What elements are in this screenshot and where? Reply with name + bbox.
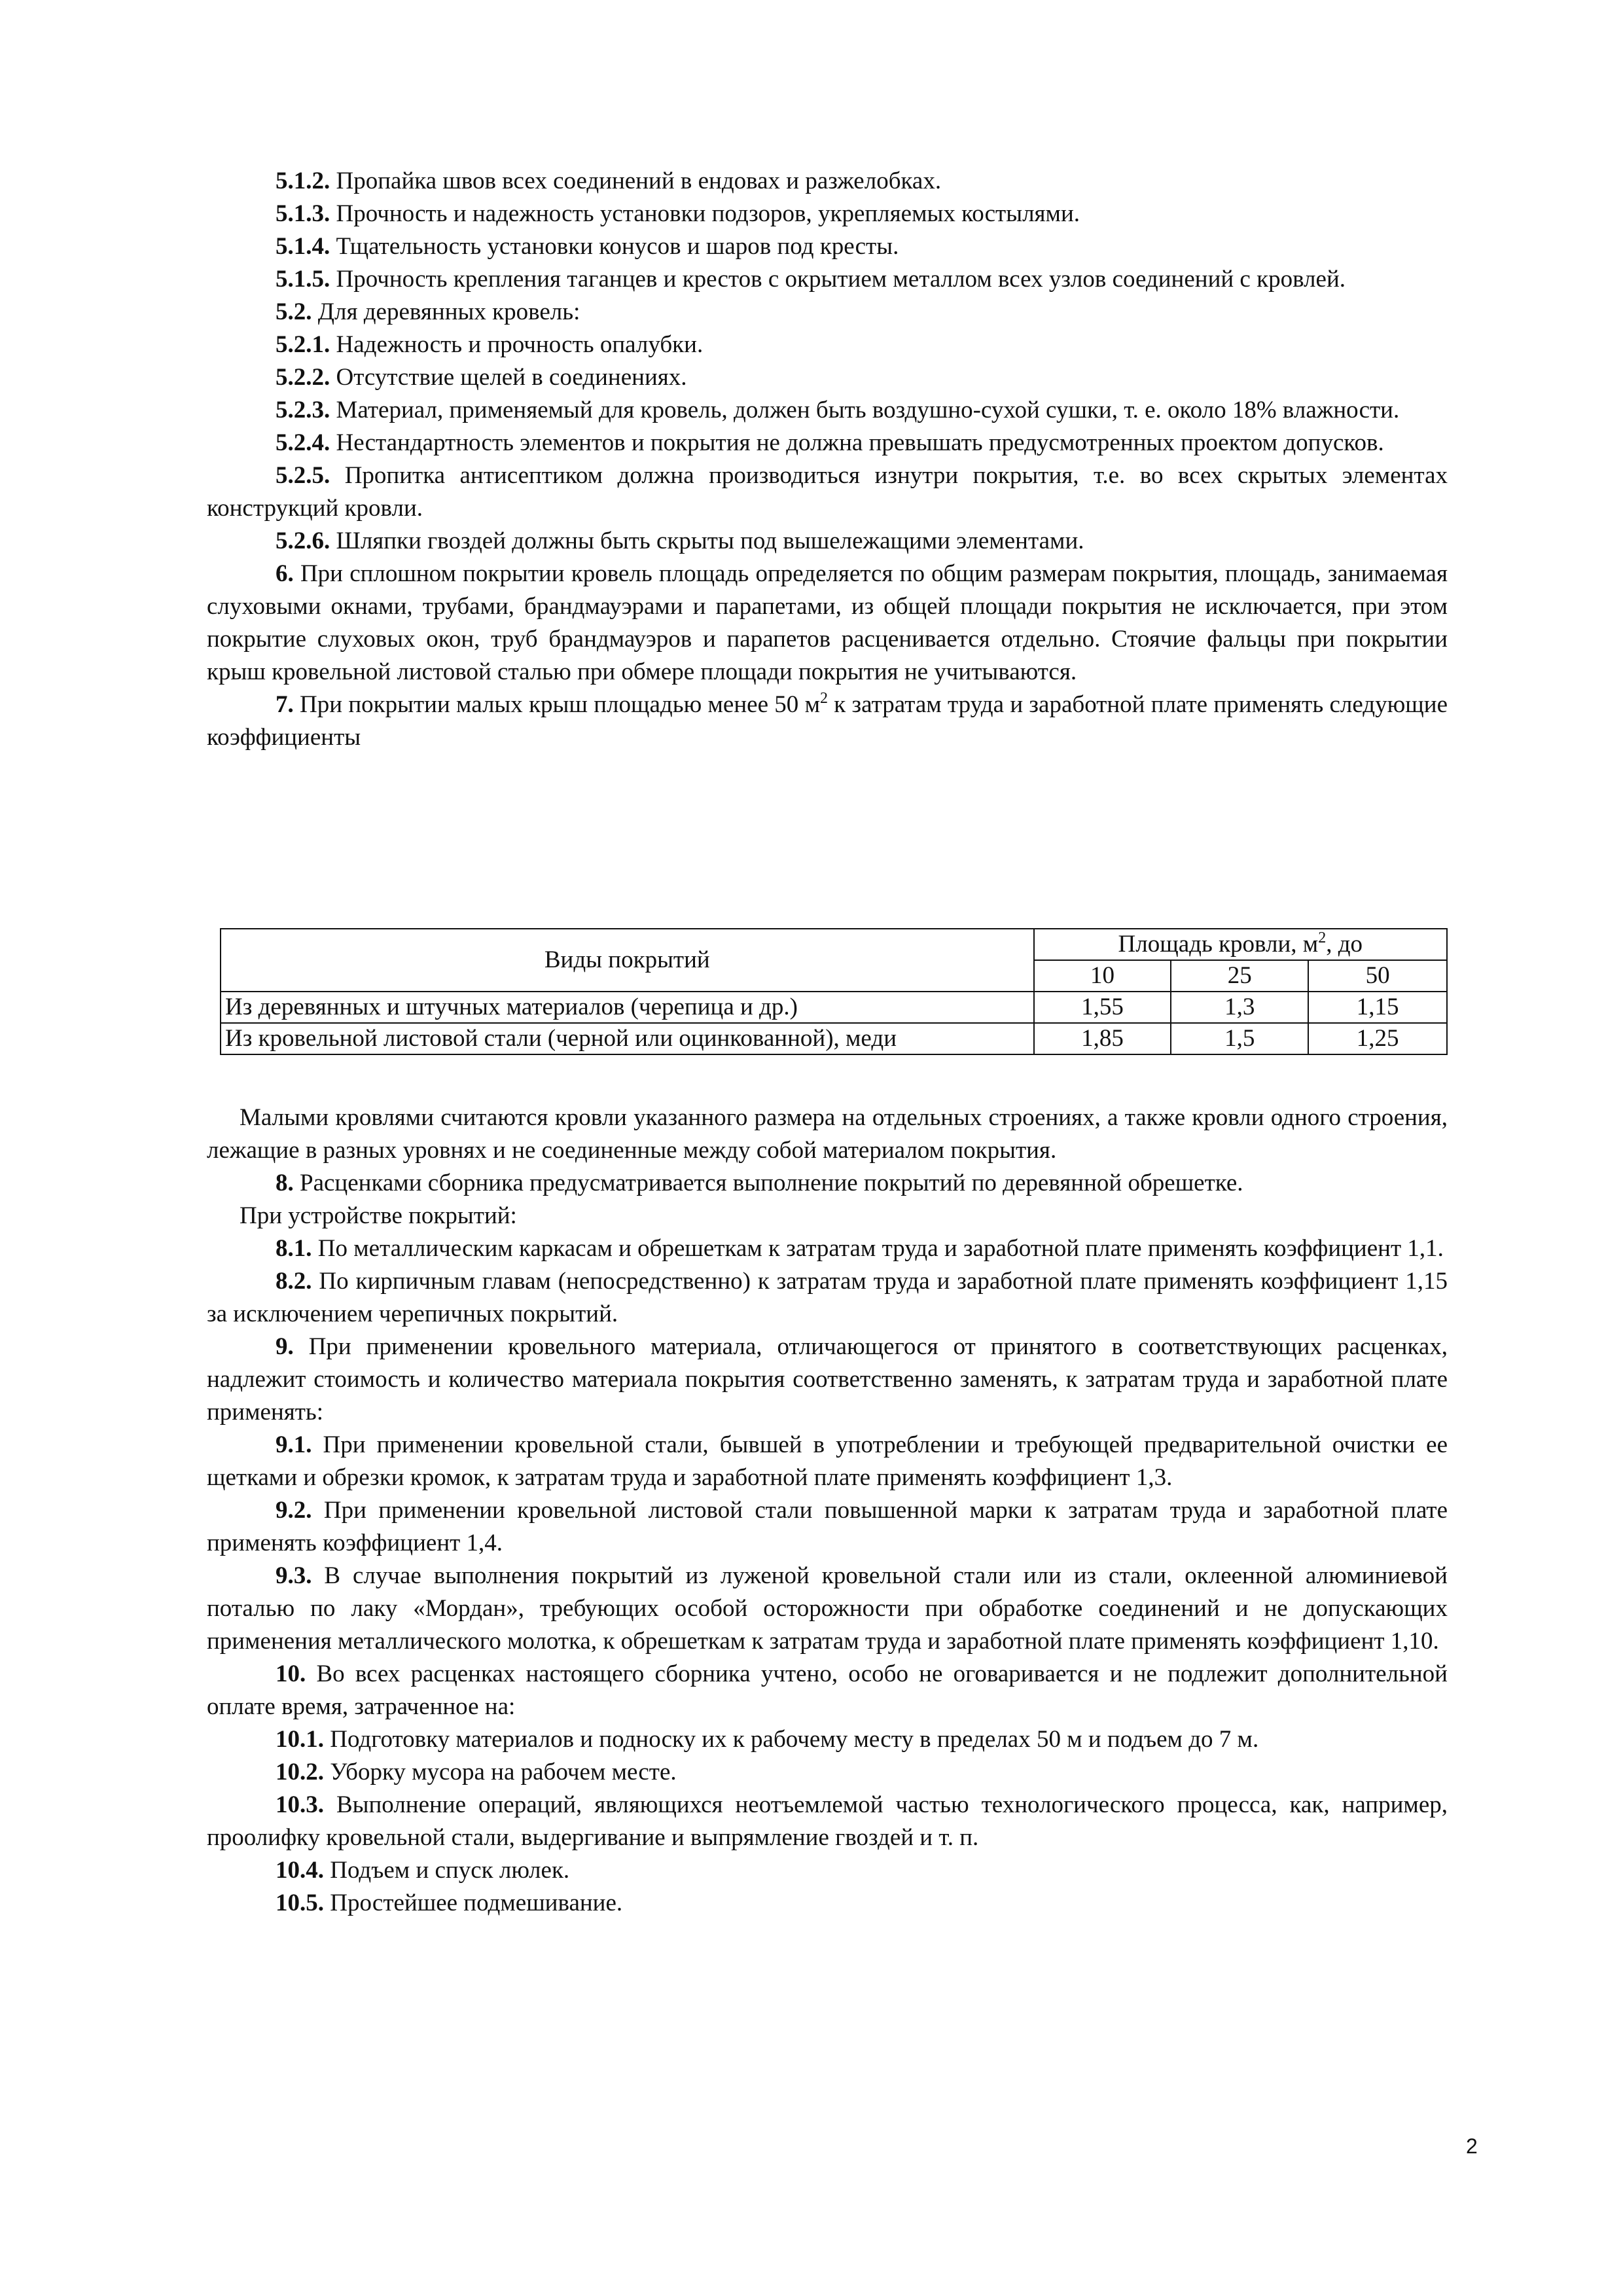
paragraph-8-2: 8.2. По кирпичным главам (непосредственно) к затратам труда и заработной плате применять коэффициент 1,15 за исключением черепичных покрытий. [207, 1268, 1448, 1327]
header-kind: Виды покрытий [221, 929, 1034, 992]
row-label: Из деревянных и штучных материалов (черепица и др.) [221, 992, 1034, 1023]
row-label: Из кровельной листовой стали (черной или оцинкованной), меди [221, 1023, 1034, 1054]
paragraph-note: Малыми кровлями считаются кровли указанного размера на отдельных строениях, а также кровли одного строения, лежащие в разных уровнях и не соединенные между собой материалом покрытия. [207, 1104, 1448, 1164]
header-col-25: 25 [1171, 960, 1308, 992]
page-number: 2 [1466, 2134, 1478, 2158]
paragraph-5-2-3: 5.2.3. Материал, применяемый для кровель, должен быть воздушно-сухой сушки, т. е. около 18% влажности. [276, 397, 1400, 423]
header-col-10: 10 [1034, 960, 1171, 992]
table-row [221, 992, 1447, 1023]
table-header-row [221, 929, 1447, 960]
paragraph-5-2-6: 5.2.6. Шляпки гвоздей должны быть скрыты под вышележащими элементами. [276, 528, 1084, 554]
paragraph-6: 6. При сплошном покрытии кровель площадь определяется по общим размерам покрытия, площадь, занимаемая слуховыми окнами, трубами, брандмауэрами и парапетами, из общей площади покрытия не исключается, при этом покрытие слуховых окон, труб брандмауэров и парапетов расценивается отдельно. Стоячие фальцы при покрытии крыш кровельной листовой сталью при обмере площади покрытия не учитываются. [207, 560, 1448, 685]
paragraph-7: 7. При покрытии малых крыш площадью менее 50 $м^2$ к затратам труда и заработной плате применять следующие коэффициенты [207, 690, 1448, 751]
paragraph-9: 9. При применении кровельного материала, отличающегося от принятого в соответствующих расценках, надлежит стоимость и количество материала покрытия соответственно заменять, к затратам труда и заработной плате применять: [207, 1333, 1448, 1426]
header-col-50: 50 [1308, 960, 1447, 992]
paragraph-9-1: 9.1. При применении кровельной стали, бывшей в употреблении и требующей предварительной очистки ее щетками и обрезки кромок, к затратам труда и заработной плате применять коэффициент 1,3. [207, 1431, 1448, 1491]
text-bottom [207, 1102, 1448, 1920]
paragraph-5-2-5: 5.2.5. Пропитка антисептиком должна производиться изнутри покрытия, т.е. во всех скрытых элементах конструкций кровли. [207, 462, 1448, 522]
paragraph-5-1-2: 5.1.2. Пропайка швов всех соединений в ендовах и разжелобках. [276, 168, 942, 194]
paragraph-8-intro: При устройстве покрытий: [240, 1202, 517, 1229]
paragraph-10: 10. Во всех расценках настоящего сборника учтено, особо не оговаривается и не подлежит дополнительной оплате время, затраченное на: [207, 1660, 1448, 1720]
paragraph-5-2-1: 5.2.1. Надежность и прочность опалубки. [276, 331, 704, 358]
paragraph-10-3: 10.3. Выполнение операций, являющихся неотъемлемой частью технологического процесса, как, например, проолифку кровельной стали, выдергивание и выпрямление гвоздей и т. п. [207, 1791, 1448, 1851]
cell-value: 1,3 [1171, 992, 1308, 1023]
paragraph-5-2: 5.2. Для деревянных кровель: [276, 298, 580, 325]
paragraph-5-2-4: 5.2.4. Нестандартность элементов и покрытия не должна превышать предусмотренных проектом допусков. [276, 429, 1384, 456]
paragraph-10-1: 10.1. Подготовку материалов и подноску их к рабочему месту в пределах 50 м и подъем до 7 м. [276, 1726, 1259, 1753]
paragraph-8: 8. Расценками сборника предусматривается выполнение покрытий по деревянной обрешетке. [276, 1170, 1243, 1196]
coefficients-table [220, 928, 1448, 1055]
cell-value: 1,55 [1034, 992, 1171, 1023]
paragraph-10-2: 10.2. Уборку мусора на рабочем месте. [276, 1759, 677, 1785]
table-row [221, 1023, 1447, 1054]
paragraph-8-1: 8.1. По металлическим каркасам и обрешеткам к затратам труда и заработной плате применять коэффициент 1,1. [276, 1235, 1444, 1262]
paragraph-9-2: 9.2. При применении кровельной листовой стали повышенной марки к затратам труда и заработной плате применять коэффициент 1,4. [207, 1497, 1448, 1556]
paragraph-5-1-5: 5.1.5. Прочность крепления таганцев и крестов с окрытием металлом всех узлов соединений с кровлей. [276, 266, 1346, 293]
cell-value: 1,25 [1308, 1023, 1447, 1054]
paragraph-10-5: 10.5. Простейшее подмешивание. [276, 1890, 623, 1916]
cell-value: 1,85 [1034, 1023, 1171, 1054]
paragraph-5-1-3: 5.1.3. Прочность и надежность установки подзоров, укрепляемых костылями. [276, 200, 1080, 227]
text-top [207, 165, 1448, 754]
paragraph-9-3: 9.3. В случае выполнения покрытий из луженой кровельной стали или из стали, оклеенной алюминиевой поталью по лаку «Мордан», требующих особой осторожности при обработке соединений и не допускающих применения металлического молотка, к обрешеткам к затратам труда и заработной плате применять коэффициент 1,10. [207, 1562, 1448, 1655]
header-area: Площадь кровли, $м^2$, до [1034, 929, 1447, 960]
paragraph-5-2-2: 5.2.2. Отсутствие щелей в соединениях. [276, 364, 687, 391]
cell-value: 1,5 [1171, 1023, 1308, 1054]
paragraph-5-1-4: 5.1.4. Тщательность установки конусов и шаров под кресты. [276, 233, 899, 260]
paragraph-10-4: 10.4. Подъем и спуск люлек. [276, 1857, 570, 1884]
cell-value: 1,15 [1308, 992, 1447, 1023]
